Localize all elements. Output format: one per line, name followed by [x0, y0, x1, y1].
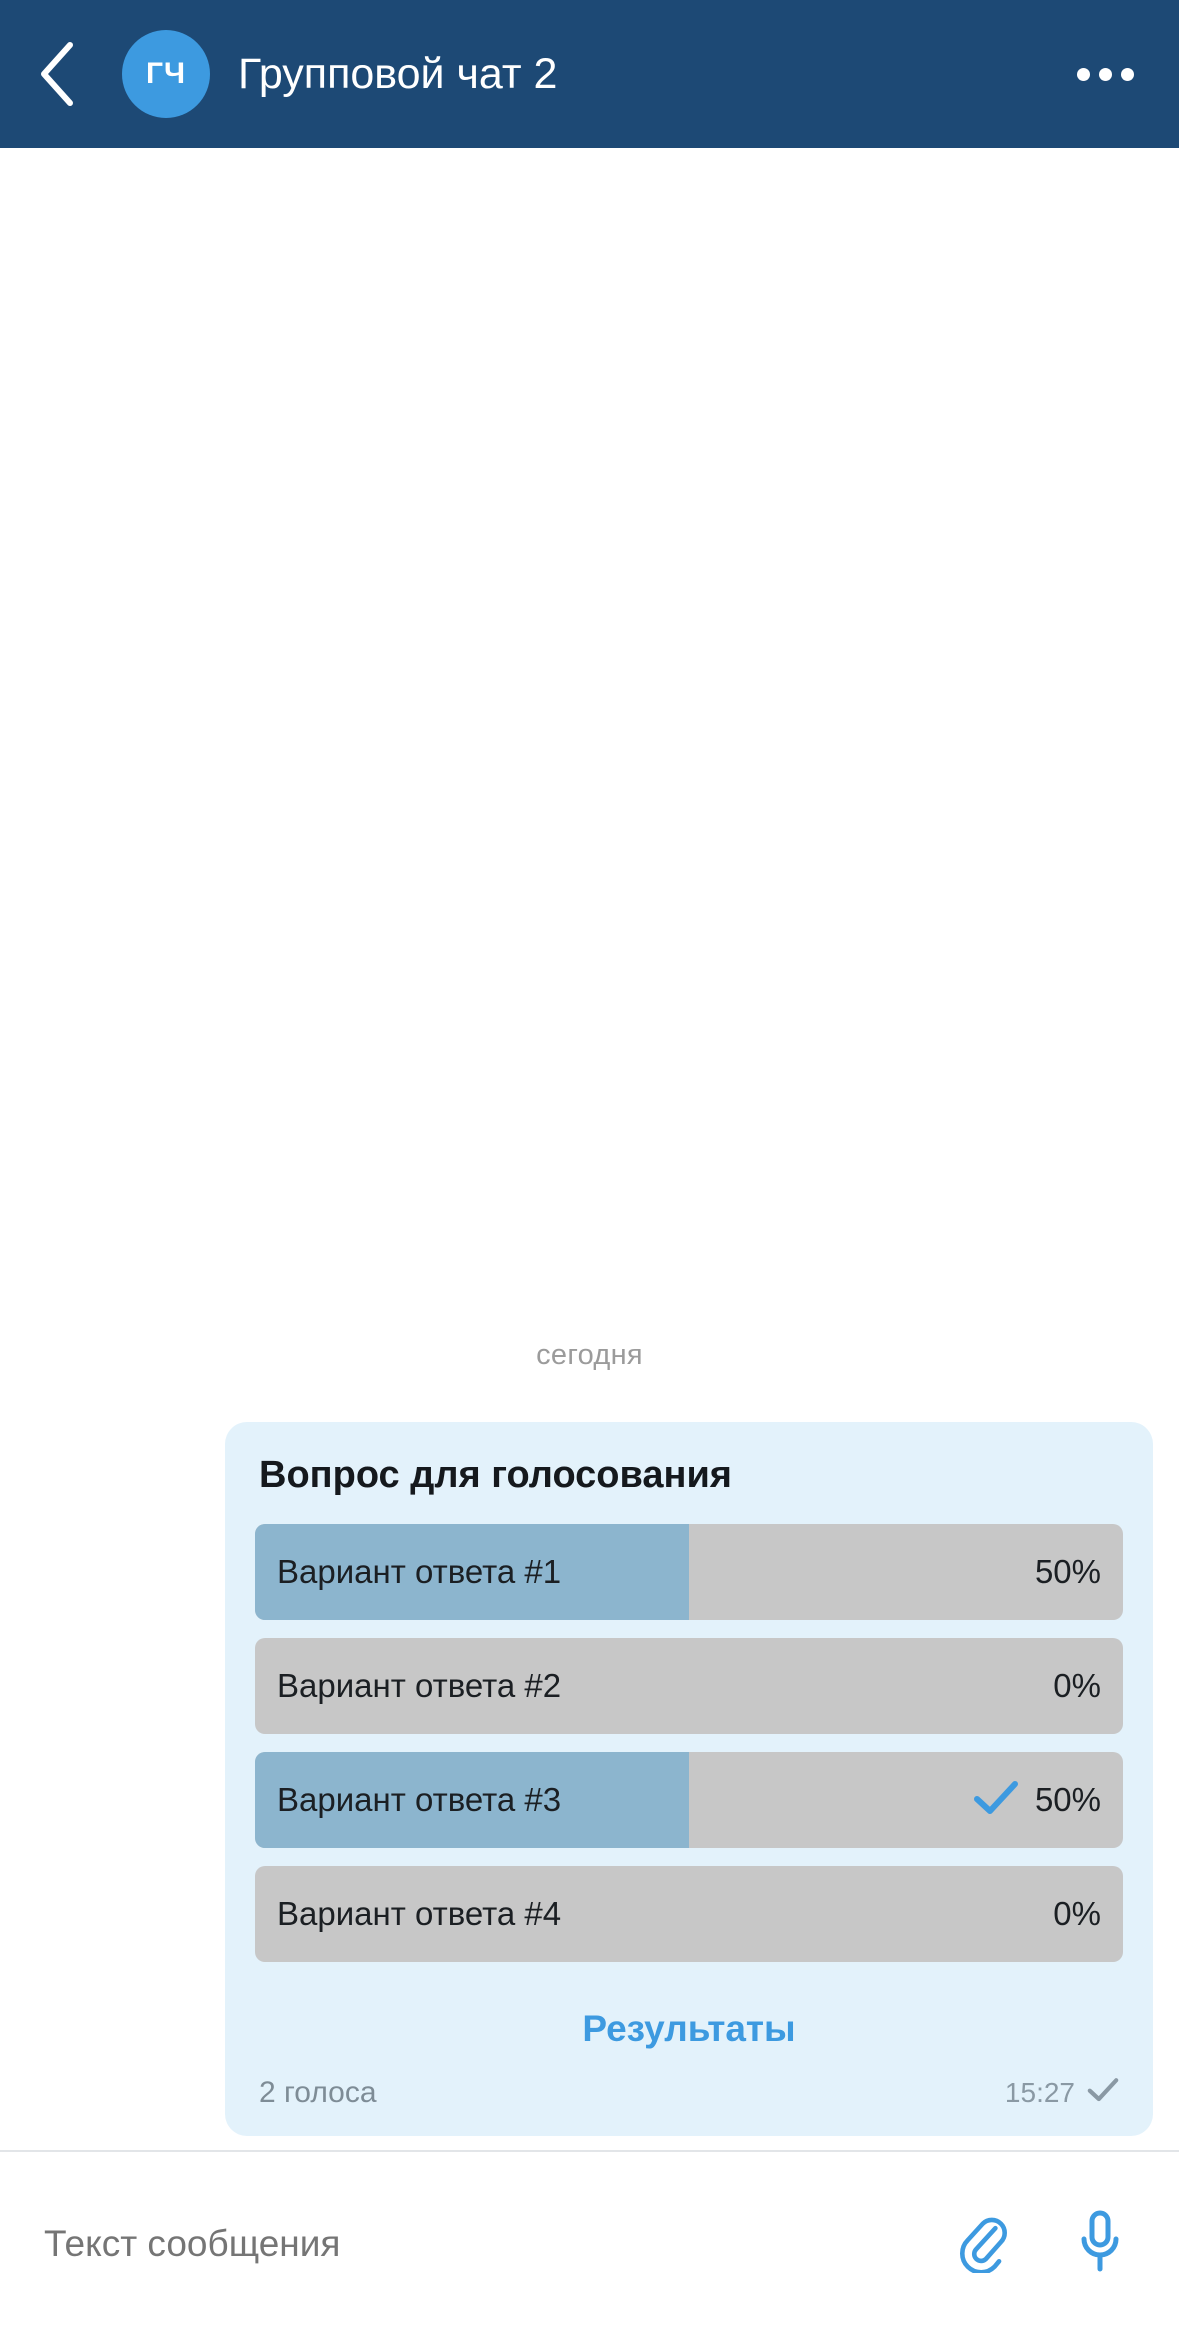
chat-header [0, 0, 1179, 148]
poll-option-meta [1053, 1667, 1123, 1705]
poll-option[interactable] [255, 1638, 1123, 1734]
voice-record-button[interactable] [1065, 2209, 1135, 2279]
poll-message-bubble [225, 1422, 1153, 2136]
poll-option-meta [973, 1780, 1123, 1821]
page-title: Групповой чат 2 [238, 49, 558, 98]
poll-option-label: Вариант ответа #2 [277, 1667, 562, 1704]
poll-option-percent: 0% [1053, 1895, 1101, 1932]
back-button[interactable] [34, 39, 94, 109]
day-divider: сегодня [536, 1339, 643, 1372]
more-horizontal-icon [1077, 68, 1090, 81]
poll-option-percent: 50% [1034, 1781, 1101, 1818]
message-timestamp: 15:27 [1004, 2077, 1075, 2108]
poll-options [225, 1524, 1153, 1962]
chevron-left-icon [34, 39, 78, 109]
check-icon [1087, 2077, 1119, 2110]
poll-option-label: Вариант ответа #1 [277, 1553, 562, 1590]
poll-option-meta [1035, 1553, 1123, 1591]
message-composer [0, 2150, 1179, 2336]
poll-option[interactable] [255, 1866, 1123, 1962]
poll-option-percent: 0% [1053, 1667, 1101, 1704]
avatar[interactable] [122, 30, 210, 118]
avatar-initials: ГЧ [145, 57, 187, 90]
more-horizontal-icon [1121, 68, 1134, 81]
poll-option-label: Вариант ответа #4 [277, 1895, 562, 1932]
message-input[interactable] [44, 2223, 947, 2265]
message-row [0, 1422, 1179, 2136]
poll-option-label: Вариант ответа #3 [277, 1781, 562, 1818]
poll-option-meta [1053, 1895, 1123, 1933]
paperclip-icon [954, 2211, 1010, 2278]
microphone-icon [1075, 2209, 1125, 2280]
message-meta [1005, 2077, 1119, 2110]
poll-option[interactable] [255, 1524, 1123, 1620]
poll-votes-count: 2 голоса [259, 2076, 377, 2109]
check-icon [973, 1780, 1019, 1821]
composer-actions [947, 2209, 1135, 2279]
more-horizontal-icon [1099, 68, 1112, 81]
poll-question: Вопрос для голосования [259, 1454, 732, 1497]
attach-button[interactable] [947, 2209, 1017, 2279]
message-list [0, 148, 1179, 2150]
poll-footer [225, 2076, 1153, 2136]
poll-results-button[interactable]: Результаты [582, 2008, 796, 2049]
poll-option-percent: 50% [1034, 1553, 1101, 1590]
more-options-button[interactable] [1065, 34, 1145, 114]
poll-option[interactable] [255, 1752, 1123, 1848]
